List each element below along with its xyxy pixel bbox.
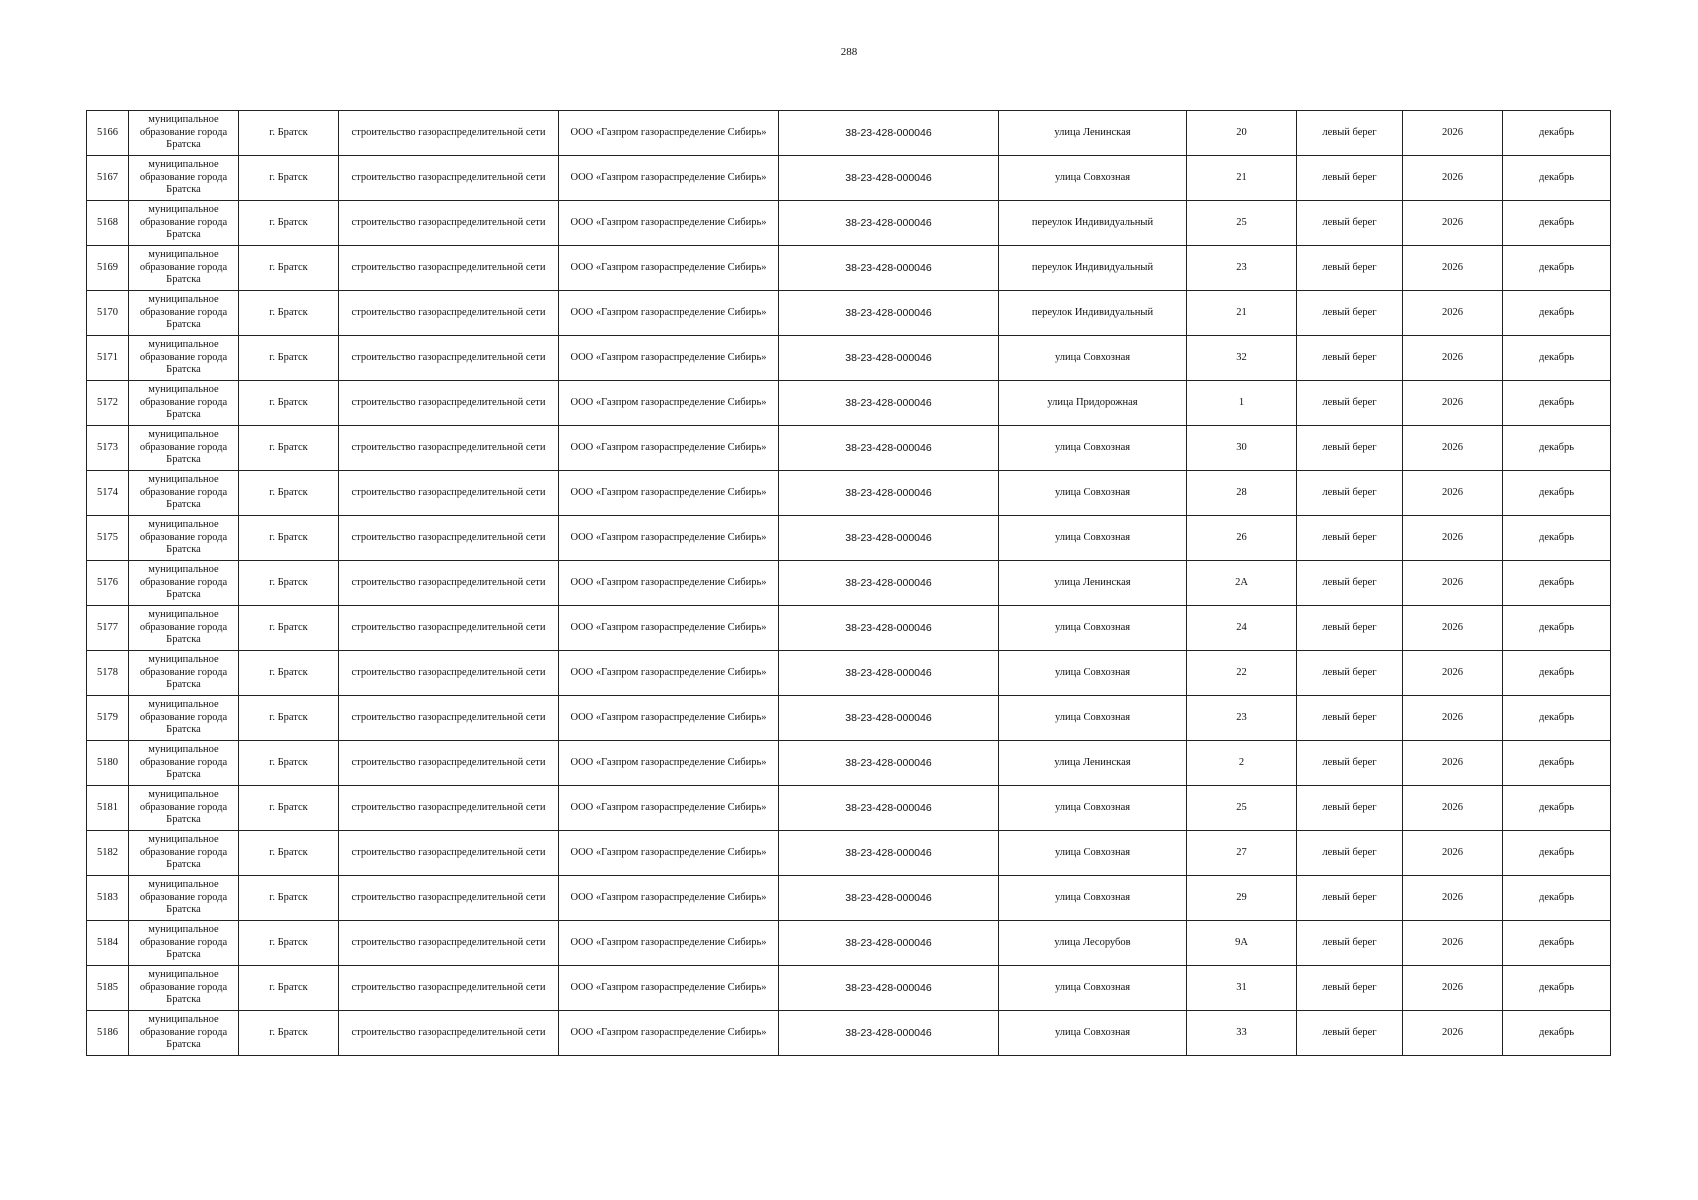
work-type-cell: строительство газораспределительной сети [339,516,559,561]
month-cell: декабрь [1503,156,1611,201]
street-cell: переулок Индивидуальный [999,201,1187,246]
river-bank-cell: левый берег [1297,471,1403,516]
street-cell: улица Совхозная [999,516,1187,561]
locality-cell: г. Братск [239,831,339,876]
river-bank-cell: левый берег [1297,201,1403,246]
house-number-cell: 25 [1187,786,1297,831]
municipality-cell: муниципальное образование города Братска [129,966,239,1011]
work-type-cell: строительство газораспределительной сети [339,651,559,696]
organization-cell: ООО «Газпром газораспределение Сибирь» [559,606,779,651]
year-cell: 2026 [1403,921,1503,966]
table-row [87,516,1611,561]
month-cell: декабрь [1503,831,1611,876]
work-type-cell: строительство газораспределительной сети [339,246,559,291]
municipality-cell: муниципальное образование города Братска [129,291,239,336]
row-number-cell: 5168 [87,201,129,246]
month-cell: декабрь [1503,471,1611,516]
house-number-cell: 30 [1187,426,1297,471]
month-cell: декабрь [1503,606,1611,651]
locality-cell: г. Братск [239,876,339,921]
river-bank-cell: левый берег [1297,966,1403,1011]
row-number-cell: 5171 [87,336,129,381]
work-type-cell: строительство газораспределительной сети [339,696,559,741]
house-number-cell: 29 [1187,876,1297,921]
municipality-cell: муниципальное образование города Братска [129,381,239,426]
municipality-cell: муниципальное образование города Братска [129,156,239,201]
table-row [87,966,1611,1011]
house-number-cell: 25 [1187,201,1297,246]
year-cell: 2026 [1403,156,1503,201]
organization-cell: ООО «Газпром газораспределение Сибирь» [559,561,779,606]
work-type-cell: строительство газораспределительной сети [339,831,559,876]
locality-cell: г. Братск [239,156,339,201]
municipality-cell: муниципальное образование города Братска [129,471,239,516]
municipality-cell: муниципальное образование города Братска [129,876,239,921]
house-number-cell: 9А [1187,921,1297,966]
year-cell: 2026 [1403,336,1503,381]
river-bank-cell: левый берег [1297,876,1403,921]
year-cell: 2026 [1403,381,1503,426]
row-number-cell: 5177 [87,606,129,651]
registry-body [87,111,1611,1056]
street-cell: улица Ленинская [999,111,1187,156]
work-type-cell: строительство газораспределительной сети [339,111,559,156]
organization-cell: ООО «Газпром газораспределение Сибирь» [559,876,779,921]
year-cell: 2026 [1403,1011,1503,1056]
work-type-cell: строительство газораспределительной сети [339,606,559,651]
month-cell: декабрь [1503,516,1611,561]
street-cell: улица Ленинская [999,561,1187,606]
work-type-cell: строительство газораспределительной сети [339,156,559,201]
work-type-cell: строительство газораспределительной сети [339,201,559,246]
row-number-cell: 5179 [87,696,129,741]
year-cell: 2026 [1403,471,1503,516]
row-number-cell: 5175 [87,516,129,561]
table-row [87,831,1611,876]
work-type-cell: строительство газораспределительной сети [339,1011,559,1056]
municipality-cell: муниципальное образование города Братска [129,696,239,741]
table-row [87,201,1611,246]
municipality-cell: муниципальное образование города Братска [129,426,239,471]
object-code-cell: 38-23-428-000046 [779,426,999,471]
organization-cell: ООО «Газпром газораспределение Сибирь» [559,201,779,246]
table-row [87,1011,1611,1056]
row-number-cell: 5185 [87,966,129,1011]
locality-cell: г. Братск [239,381,339,426]
table-row [87,246,1611,291]
house-number-cell: 23 [1187,246,1297,291]
year-cell: 2026 [1403,561,1503,606]
table-row [87,111,1611,156]
locality-cell: г. Братск [239,561,339,606]
work-type-cell: строительство газораспределительной сети [339,561,559,606]
municipality-cell: муниципальное образование города Братска [129,1011,239,1056]
street-cell: улица Совхозная [999,471,1187,516]
organization-cell: ООО «Газпром газораспределение Сибирь» [559,156,779,201]
house-number-cell: 24 [1187,606,1297,651]
month-cell: декабрь [1503,201,1611,246]
river-bank-cell: левый берег [1297,786,1403,831]
locality-cell: г. Братск [239,201,339,246]
river-bank-cell: левый берег [1297,336,1403,381]
object-code-cell: 38-23-428-000046 [779,561,999,606]
work-type-cell: строительство газораспределительной сети [339,381,559,426]
row-number-cell: 5169 [87,246,129,291]
house-number-cell: 27 [1187,831,1297,876]
table-row [87,471,1611,516]
organization-cell: ООО «Газпром газораспределение Сибирь» [559,651,779,696]
table-row [87,426,1611,471]
table-row [87,381,1611,426]
river-bank-cell: левый берег [1297,381,1403,426]
street-cell: улица Совхозная [999,1011,1187,1056]
municipality-cell: муниципальное образование города Братска [129,741,239,786]
row-number-cell: 5173 [87,426,129,471]
month-cell: декабрь [1503,291,1611,336]
object-code-cell: 38-23-428-000046 [779,381,999,426]
municipality-cell: муниципальное образование города Братска [129,786,239,831]
street-cell: улица Совхозная [999,876,1187,921]
year-cell: 2026 [1403,111,1503,156]
year-cell: 2026 [1403,966,1503,1011]
month-cell: декабрь [1503,381,1611,426]
row-number-cell: 5183 [87,876,129,921]
work-type-cell: строительство газораспределительной сети [339,966,559,1011]
locality-cell: г. Братск [239,741,339,786]
street-cell: улица Совхозная [999,426,1187,471]
house-number-cell: 21 [1187,291,1297,336]
year-cell: 2026 [1403,426,1503,471]
municipality-cell: муниципальное образование города Братска [129,921,239,966]
year-cell: 2026 [1403,651,1503,696]
work-type-cell: строительство газораспределительной сети [339,921,559,966]
street-cell: улица Совхозная [999,831,1187,876]
house-number-cell: 31 [1187,966,1297,1011]
year-cell: 2026 [1403,291,1503,336]
month-cell: декабрь [1503,786,1611,831]
organization-cell: ООО «Газпром газораспределение Сибирь» [559,786,779,831]
object-code-cell: 38-23-428-000046 [779,966,999,1011]
object-code-cell: 38-23-428-000046 [779,786,999,831]
work-type-cell: строительство газораспределительной сети [339,786,559,831]
table-row [87,606,1611,651]
locality-cell: г. Братск [239,291,339,336]
month-cell: декабрь [1503,426,1611,471]
year-cell: 2026 [1403,831,1503,876]
table-row [87,336,1611,381]
table-row [87,741,1611,786]
locality-cell: г. Братск [239,426,339,471]
object-code-cell: 38-23-428-000046 [779,471,999,516]
row-number-cell: 5174 [87,471,129,516]
object-code-cell: 38-23-428-000046 [779,606,999,651]
organization-cell: ООО «Газпром газораспределение Сибирь» [559,381,779,426]
organization-cell: ООО «Газпром газораспределение Сибирь» [559,246,779,291]
object-code-cell: 38-23-428-000046 [779,876,999,921]
street-cell: улица Совхозная [999,336,1187,381]
year-cell: 2026 [1403,246,1503,291]
organization-cell: ООО «Газпром газораспределение Сибирь» [559,966,779,1011]
work-type-cell: строительство газораспределительной сети [339,741,559,786]
object-code-cell: 38-23-428-000046 [779,921,999,966]
year-cell: 2026 [1403,876,1503,921]
page-number: 288 [840,46,858,58]
river-bank-cell: левый берег [1297,156,1403,201]
street-cell: улица Совхозная [999,786,1187,831]
river-bank-cell: левый берег [1297,921,1403,966]
house-number-cell: 26 [1187,516,1297,561]
row-number-cell: 5180 [87,741,129,786]
street-cell: улица Совхозная [999,966,1187,1011]
river-bank-cell: левый берег [1297,696,1403,741]
year-cell: 2026 [1403,516,1503,561]
organization-cell: ООО «Газпром газораспределение Сибирь» [559,696,779,741]
street-cell: улица Совхозная [999,696,1187,741]
organization-cell: ООО «Газпром газораспределение Сибирь» [559,1011,779,1056]
object-code-cell: 38-23-428-000046 [779,201,999,246]
work-type-cell: строительство газораспределительной сети [339,336,559,381]
locality-cell: г. Братск [239,1011,339,1056]
object-code-cell: 38-23-428-000046 [779,651,999,696]
registry-table [86,110,1611,1056]
month-cell: декабрь [1503,336,1611,381]
row-number-cell: 5184 [87,921,129,966]
house-number-cell: 20 [1187,111,1297,156]
year-cell: 2026 [1403,201,1503,246]
locality-cell: г. Братск [239,966,339,1011]
year-cell: 2026 [1403,786,1503,831]
municipality-cell: муниципальное образование города Братска [129,561,239,606]
river-bank-cell: левый берег [1297,111,1403,156]
table-row [87,651,1611,696]
street-cell: улица Лесорубов [999,921,1187,966]
object-code-cell: 38-23-428-000046 [779,741,999,786]
object-code-cell: 38-23-428-000046 [779,831,999,876]
month-cell: декабрь [1503,876,1611,921]
house-number-cell: 22 [1187,651,1297,696]
table-row [87,921,1611,966]
locality-cell: г. Братск [239,786,339,831]
year-cell: 2026 [1403,696,1503,741]
street-cell: улица Совхозная [999,651,1187,696]
organization-cell: ООО «Газпром газораспределение Сибирь» [559,831,779,876]
object-code-cell: 38-23-428-000046 [779,516,999,561]
municipality-cell: муниципальное образование города Братска [129,831,239,876]
month-cell: декабрь [1503,921,1611,966]
river-bank-cell: левый берег [1297,831,1403,876]
row-number-cell: 5178 [87,651,129,696]
organization-cell: ООО «Газпром газораспределение Сибирь» [559,921,779,966]
river-bank-cell: левый берег [1297,651,1403,696]
locality-cell: г. Братск [239,516,339,561]
municipality-cell: муниципальное образование города Братска [129,606,239,651]
locality-cell: г. Братск [239,606,339,651]
street-cell: улица Придорожная [999,381,1187,426]
row-number-cell: 5167 [87,156,129,201]
object-code-cell: 38-23-428-000046 [779,1011,999,1056]
locality-cell: г. Братск [239,336,339,381]
work-type-cell: строительство газораспределительной сети [339,471,559,516]
object-code-cell: 38-23-428-000046 [779,246,999,291]
house-number-cell: 28 [1187,471,1297,516]
locality-cell: г. Братск [239,111,339,156]
organization-cell: ООО «Газпром газораспределение Сибирь» [559,336,779,381]
house-number-cell: 1 [1187,381,1297,426]
object-code-cell: 38-23-428-000046 [779,291,999,336]
row-number-cell: 5172 [87,381,129,426]
house-number-cell: 32 [1187,336,1297,381]
municipality-cell: муниципальное образование города Братска [129,651,239,696]
month-cell: декабрь [1503,651,1611,696]
house-number-cell: 2А [1187,561,1297,606]
table-row [87,696,1611,741]
row-number-cell: 5170 [87,291,129,336]
month-cell: декабрь [1503,111,1611,156]
month-cell: декабрь [1503,1011,1611,1056]
month-cell: декабрь [1503,246,1611,291]
house-number-cell: 21 [1187,156,1297,201]
river-bank-cell: левый берег [1297,291,1403,336]
street-cell: улица Ленинская [999,741,1187,786]
month-cell: декабрь [1503,741,1611,786]
year-cell: 2026 [1403,741,1503,786]
locality-cell: г. Братск [239,696,339,741]
work-type-cell: строительство газораспределительной сети [339,876,559,921]
river-bank-cell: левый берег [1297,246,1403,291]
river-bank-cell: левый берег [1297,741,1403,786]
street-cell: переулок Индивидуальный [999,246,1187,291]
year-cell: 2026 [1403,606,1503,651]
house-number-cell: 2 [1187,741,1297,786]
locality-cell: г. Братск [239,471,339,516]
organization-cell: ООО «Газпром газораспределение Сибирь» [559,471,779,516]
row-number-cell: 5182 [87,831,129,876]
municipality-cell: муниципальное образование города Братска [129,516,239,561]
organization-cell: ООО «Газпром газораспределение Сибирь» [559,426,779,471]
organization-cell: ООО «Газпром газораспределение Сибирь» [559,291,779,336]
table-row [87,876,1611,921]
locality-cell: г. Братск [239,246,339,291]
row-number-cell: 5166 [87,111,129,156]
house-number-cell: 33 [1187,1011,1297,1056]
row-number-cell: 5176 [87,561,129,606]
locality-cell: г. Братск [239,651,339,696]
street-cell: улица Совхозная [999,606,1187,651]
month-cell: декабрь [1503,966,1611,1011]
river-bank-cell: левый берег [1297,1011,1403,1056]
table-row [87,156,1611,201]
work-type-cell: строительство газораспределительной сети [339,291,559,336]
object-code-cell: 38-23-428-000046 [779,336,999,381]
object-code-cell: 38-23-428-000046 [779,696,999,741]
organization-cell: ООО «Газпром газораспределение Сибирь» [559,516,779,561]
street-cell: переулок Индивидуальный [999,291,1187,336]
object-code-cell: 38-23-428-000046 [779,111,999,156]
work-type-cell: строительство газораспределительной сети [339,426,559,471]
river-bank-cell: левый берег [1297,561,1403,606]
object-code-cell: 38-23-428-000046 [779,156,999,201]
locality-cell: г. Братск [239,921,339,966]
municipality-cell: муниципальное образование города Братска [129,111,239,156]
month-cell: декабрь [1503,561,1611,606]
organization-cell: ООО «Газпром газораспределение Сибирь» [559,111,779,156]
river-bank-cell: левый берег [1297,426,1403,471]
row-number-cell: 5186 [87,1011,129,1056]
municipality-cell: муниципальное образование города Братска [129,246,239,291]
table-row [87,786,1611,831]
river-bank-cell: левый берег [1297,606,1403,651]
organization-cell: ООО «Газпром газораспределение Сибирь» [559,741,779,786]
municipality-cell: муниципальное образование города Братска [129,336,239,381]
river-bank-cell: левый берег [1297,516,1403,561]
street-cell: улица Совхозная [999,156,1187,201]
month-cell: декабрь [1503,696,1611,741]
house-number-cell: 23 [1187,696,1297,741]
table-row [87,561,1611,606]
row-number-cell: 5181 [87,786,129,831]
table-row [87,291,1611,336]
municipality-cell: муниципальное образование города Братска [129,201,239,246]
